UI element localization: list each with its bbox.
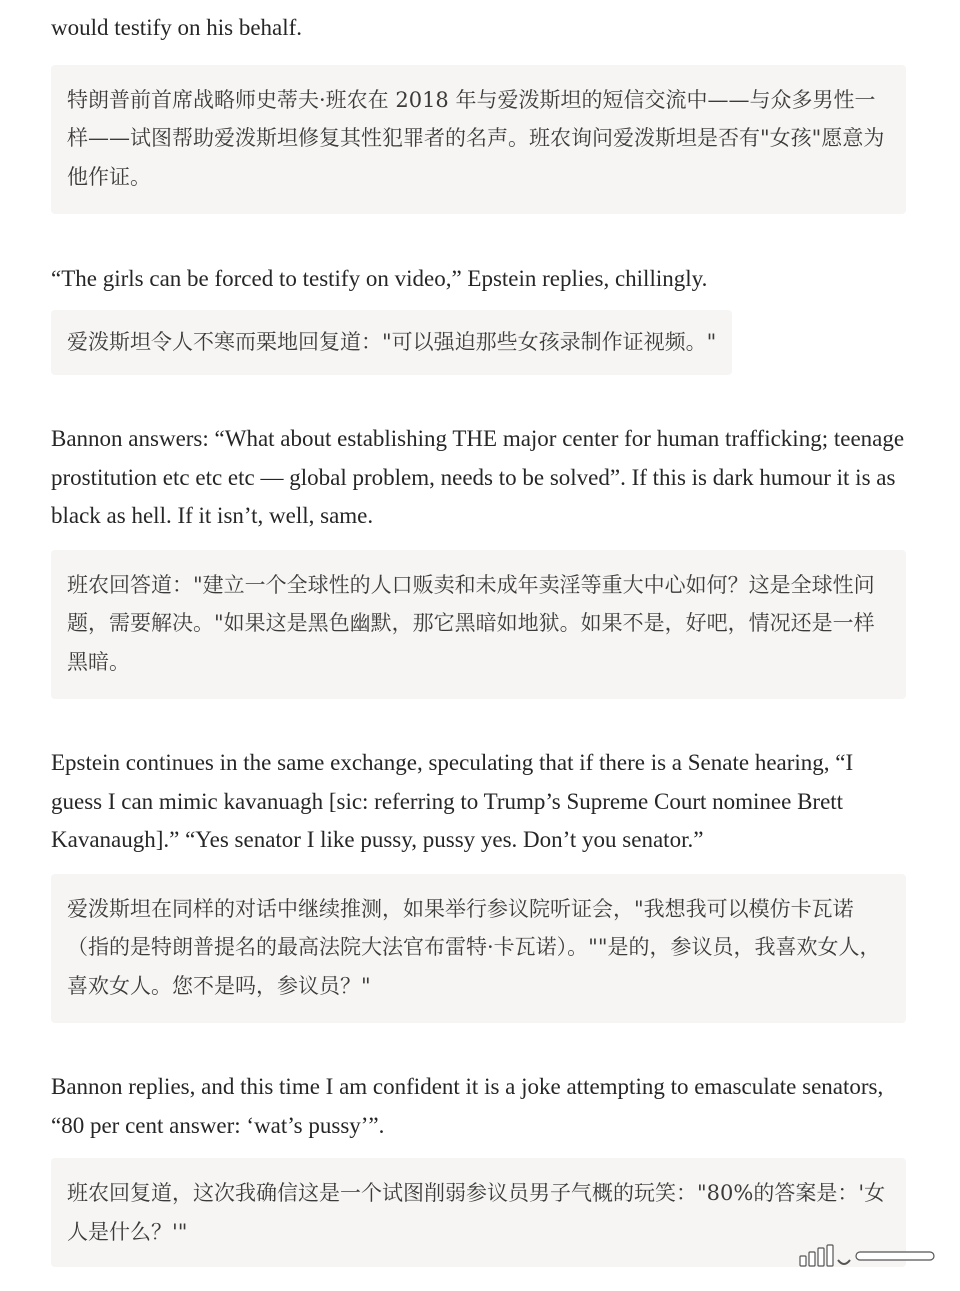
translation-block: 爱泼斯坦在同样的对话中继续推测，如果举行参议院听证会，"我想我可以模仿卡瓦诺（指的是特朗普提名的最高法院大法官布雷特·卡瓦诺）。""是的，参议员，我喜欢女人，喜欢女人。您不是吗，参议员？" — [51, 874, 906, 1024]
translation-block: 班农回答道："建立一个全球性的人口贩卖和未成年卖淫等重大中心如何？这是全球性问题，需要解决。"如果这是黑色幽默，那它黑暗如地狱。如果不是，好吧，情况还是一样黑暗。 — [51, 550, 906, 700]
paragraph-en: Epstein continues in the same exchange, speculating that if there is a Senate hearing, “I guess I can mimic kavanuagh [sic: referring to Trump’s Supreme Court nominee Brett Kavanaugh].” “Yes senator I like pussy, pussy yes. Don’t you senator.” — [51, 750, 854, 852]
paragraph-en: Bannon answers: “What about establishing THE major center for human trafficking; teenage prostitution etc etc etc — global problem, needs to be solved”. If this is dark humour it is as black as hell. If it isn’t, well, same. — [51, 426, 905, 528]
article-body — [51, 0, 906, 1267]
signal-bars-watermark-icon — [798, 1244, 938, 1268]
translation-block: 爱泼斯坦令人不寒而栗地回复道："可以强迫那些女孩录制作证视频。" — [51, 310, 732, 376]
paragraph-fragment: would testify on his behalf. — [51, 15, 303, 40]
paragraph-en: Bannon replies, and this time I am confident it is a joke attempting to emasculate senators, “80 per cent answer: ‘wat’s pussy’”. — [51, 1074, 884, 1138]
paragraph-en: “The girls can be forced to testify on video,” Epstein replies, chillingly. — [51, 266, 708, 291]
translation-block: 特朗普前首席战略师史蒂夫·班农在 2018 年与爱泼斯坦的短信交流中——与众多男性一样——试图帮助爱泼斯坦修复其性犯罪者的名声。班农询问爱泼斯坦是否有"女孩"愿意为他作证。 — [51, 65, 906, 215]
translation-block: 班农回复道，这次我确信这是一个试图削弱参议员男子气概的玩笑："80%的答案是：'女人是什么？'" — [51, 1158, 906, 1267]
